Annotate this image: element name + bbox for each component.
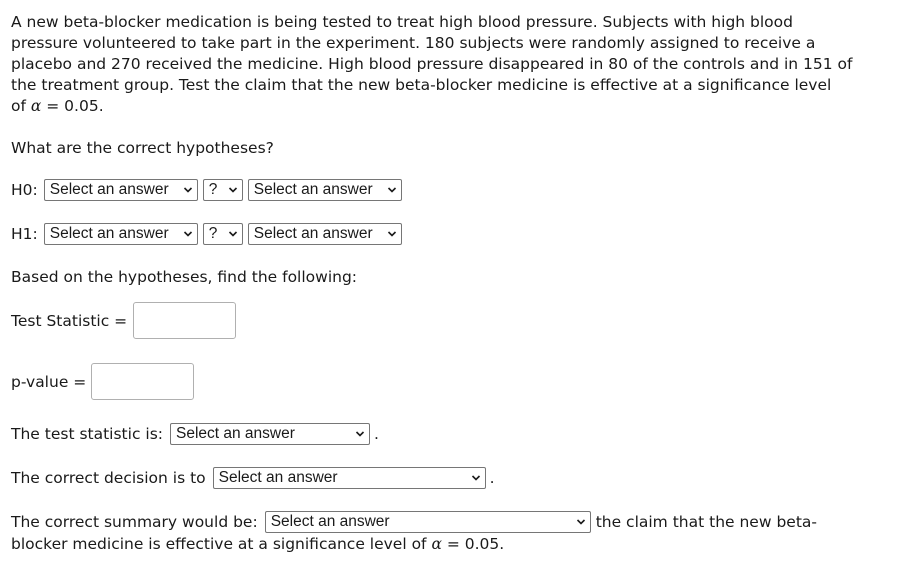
h1-param-select[interactable]: Select an answer [44,223,198,245]
test-statistic-is-select[interactable]: Select an answer [170,423,370,445]
alpha-symbol: α [30,97,42,115]
h0-row [11,179,891,201]
p-value-label: p-value = [11,372,87,391]
chevron-down-icon [228,229,238,239]
test-statistic-label: Test Statistic = [11,311,128,330]
chevron-down-icon [387,229,397,239]
h1-row [11,223,891,245]
h1-value-select[interactable]: Select an answer [248,223,402,245]
problem-line-4: the treatment group. Test the claim that the new beta-blocker medicine is effective at a significance level [11,76,832,94]
summary-block [11,511,891,555]
find-prompt: Based on the hypotheses, find the following: [11,268,358,286]
problem-line-2: pressure volunteered to take part in the experiment. 180 subjects were randomly assigned to receive a [11,34,816,52]
chevron-down-icon [355,429,365,439]
summary-row [11,511,891,533]
hypotheses-question: What are the correct hypotheses? [11,139,274,157]
decision-select[interactable]: Select an answer [213,467,486,489]
h0-value-select[interactable]: Select an answer [248,179,402,201]
summary-select[interactable]: Select an answer [265,511,591,533]
summary-suffix: the claim that the new beta- [595,513,817,531]
problem-line-1: A new beta-blocker medication is being tested to treat high blood pressure. Subjects with high blood [11,13,793,31]
p-value-row [11,363,891,400]
test-statistic-is-row [11,423,891,445]
summary-label: The correct summary would be: [11,513,258,531]
h0-param-select[interactable]: Select an answer [44,179,198,201]
chevron-down-icon [576,517,586,527]
p-value-input[interactable] [91,363,194,400]
test-statistic-is-label: The test statistic is: [11,425,163,443]
summary-line-2: blocker medicine is effective at a significance level of α = 0.05. [11,535,505,553]
problem-line-3: placebo and 270 received the medicine. High blood pressure disappeared in 80 of the controls and in 151 of [11,55,853,73]
h0-operator-select[interactable]: ? [203,179,243,201]
h1-operator-select[interactable]: ? [203,223,243,245]
test-statistic-input[interactable] [133,302,236,339]
decision-label: The correct decision is to [11,469,206,487]
test-statistic-row [11,302,891,339]
period: . [489,469,495,487]
alpha-symbol: α [431,535,442,553]
problem-text [11,12,891,117]
chevron-down-icon [183,185,193,195]
problem-line-5: of α = 0.05. [11,97,104,115]
chevron-down-icon [471,473,481,483]
chevron-down-icon [387,185,397,195]
period: . [374,425,379,443]
h1-label: H1: [11,225,38,243]
chevron-down-icon [183,229,193,239]
problem-container [11,12,891,555]
chevron-down-icon [228,185,238,195]
h0-label: H0: [11,181,38,199]
decision-row [11,467,891,489]
